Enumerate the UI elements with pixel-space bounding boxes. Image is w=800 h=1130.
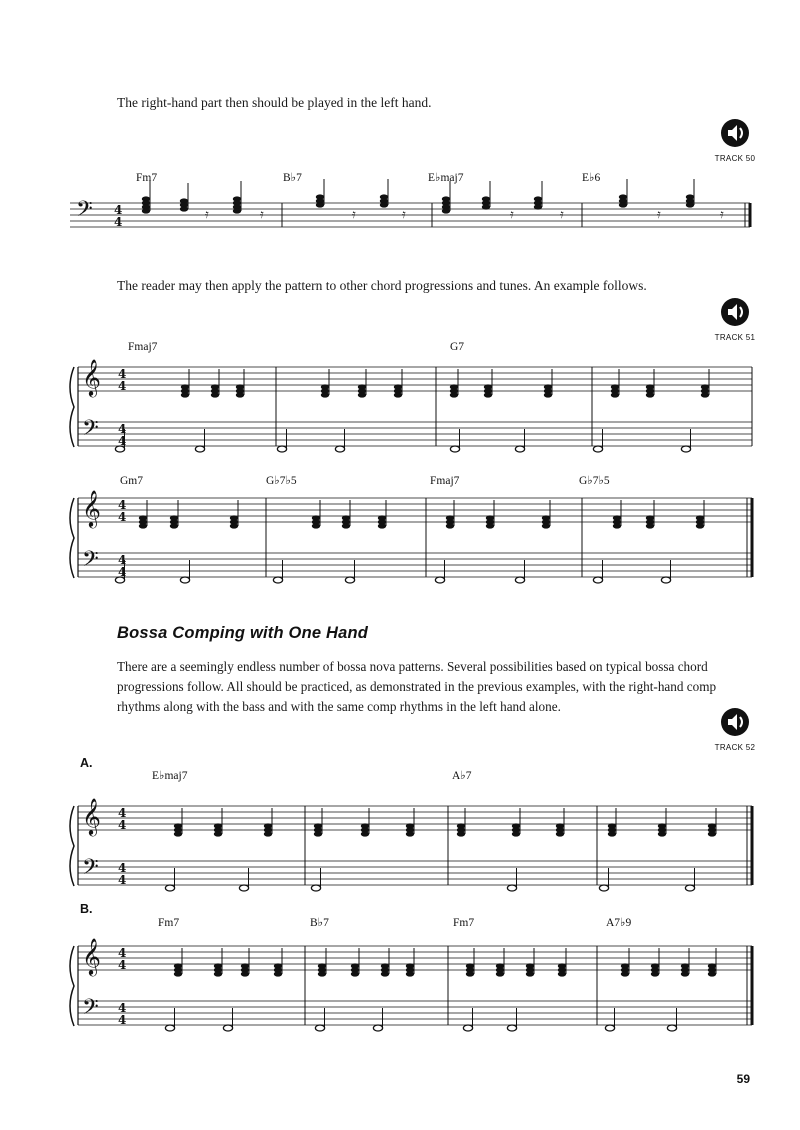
note-head — [446, 523, 454, 528]
note-head — [378, 523, 386, 528]
note-head — [486, 523, 494, 528]
note-head — [681, 971, 689, 976]
note-head — [311, 885, 320, 891]
treble-clef-icon: 𝄞 — [82, 358, 101, 396]
chord-symbol: Fmaj7 — [430, 475, 460, 487]
note-head — [544, 392, 552, 397]
rest-symbol: 𝄿 — [402, 207, 406, 221]
note-head — [214, 971, 222, 976]
note-head — [450, 446, 459, 452]
note-head — [681, 446, 690, 452]
treble-clef-icon: 𝄞 — [82, 797, 101, 835]
note-head — [241, 971, 249, 976]
note-head — [342, 523, 350, 528]
note-head — [621, 971, 629, 976]
time-signature: 4 — [118, 553, 127, 567]
page-number: 59 — [736, 1072, 750, 1086]
chord-symbol: Fm7 — [453, 917, 475, 929]
rest-symbol: 𝄿 — [260, 207, 264, 221]
note-head — [321, 392, 329, 397]
note-head — [658, 831, 666, 836]
note-head — [619, 202, 627, 207]
note-head — [165, 1025, 174, 1031]
rest-symbol: 𝄿 — [352, 207, 356, 221]
note-head — [236, 392, 244, 397]
note-head — [507, 885, 516, 891]
note-head — [264, 831, 272, 836]
note-head — [312, 523, 320, 528]
note-head — [358, 392, 366, 397]
time-signature: 4 — [118, 1013, 127, 1027]
note-head — [181, 392, 189, 397]
chord-symbol: Fmaj7 — [128, 341, 158, 353]
chord-symbol: E♭maj7 — [152, 770, 188, 782]
note-head — [174, 971, 182, 976]
note-head — [435, 577, 444, 583]
note-head — [273, 577, 282, 583]
bass-clef-icon: 𝄢 — [82, 547, 99, 577]
chord-symbols — [120, 172, 631, 929]
note-head — [381, 971, 389, 976]
note-head — [496, 971, 504, 976]
note-head — [701, 392, 709, 397]
note-head — [230, 523, 238, 528]
time-signature: 4 — [118, 498, 127, 512]
note-head — [277, 446, 286, 452]
note-head — [442, 208, 450, 213]
brace — [70, 946, 74, 1026]
note-head — [239, 885, 248, 891]
time-signature: 4 — [114, 215, 123, 229]
note-head — [315, 1025, 324, 1031]
chord-symbol: B♭7 — [310, 917, 329, 929]
chord-symbol: Fm7 — [158, 917, 180, 929]
time-signature: 4 — [118, 1001, 127, 1015]
chord-symbol: G♭7♭5 — [266, 475, 297, 487]
bass-clef-icon: 𝄢 — [76, 197, 93, 227]
note-head — [314, 831, 322, 836]
note-head — [406, 971, 414, 976]
brace — [70, 806, 74, 886]
note-head — [661, 577, 670, 583]
chord-symbol: Gm7 — [120, 475, 143, 487]
time-signature: 4 — [118, 806, 127, 820]
bass-clef-icon: 𝄢 — [82, 855, 99, 885]
note-head — [534, 204, 542, 209]
note-head — [613, 523, 621, 528]
note-head — [696, 523, 704, 528]
note-head — [180, 577, 189, 583]
time-signature: 4 — [118, 818, 127, 832]
note-head — [667, 1025, 676, 1031]
note-head — [142, 208, 150, 213]
note-head — [165, 885, 174, 891]
note-head — [195, 446, 204, 452]
note-head — [556, 831, 564, 836]
example-label-b: B. — [80, 902, 93, 916]
note-head — [605, 1025, 614, 1031]
bass-clef-icon: 𝄢 — [82, 416, 99, 446]
rest-symbol: 𝄿 — [560, 207, 564, 221]
note-head — [507, 1025, 516, 1031]
time-signature: 4 — [114, 203, 123, 217]
note-head — [608, 831, 616, 836]
note-head — [484, 392, 492, 397]
note-head — [223, 1025, 232, 1031]
treble-clef-icon: 𝄞 — [82, 937, 101, 975]
time-signature: 4 — [118, 434, 127, 448]
note-head — [318, 971, 326, 976]
note-head — [335, 446, 344, 452]
bass-clef-icon: 𝄢 — [82, 995, 99, 1025]
note-head — [450, 392, 458, 397]
chord-symbol: E♭maj7 — [428, 172, 464, 184]
note-head — [611, 392, 619, 397]
note-head — [394, 392, 402, 397]
note-head — [174, 831, 182, 836]
rest-symbol: 𝄿 — [720, 207, 724, 221]
example-label-a: A. — [80, 756, 93, 770]
chord-symbol: B♭7 — [283, 172, 302, 184]
note-head — [373, 1025, 382, 1031]
time-signature: 4 — [118, 510, 127, 524]
note-head — [599, 885, 608, 891]
note-head — [646, 392, 654, 397]
note-head — [380, 202, 388, 207]
time-signature: 4 — [118, 422, 127, 436]
note-head — [558, 971, 566, 976]
rest-symbol: 𝄿 — [510, 207, 514, 221]
note-head — [457, 831, 465, 836]
note-head — [651, 971, 659, 976]
note-head — [466, 971, 474, 976]
note-head — [515, 446, 524, 452]
time-signature: 4 — [118, 565, 127, 579]
time-signature: 4 — [118, 958, 127, 972]
rest-symbol: 𝄿 — [657, 207, 661, 221]
note-head — [406, 831, 414, 836]
chord-symbol: A7♭9 — [606, 917, 632, 929]
note-head — [170, 523, 178, 528]
note-head — [361, 831, 369, 836]
note-head — [351, 971, 359, 976]
note-head — [211, 392, 219, 397]
note-head — [214, 831, 222, 836]
chord-symbol: Fm7 — [136, 172, 158, 184]
brace — [70, 498, 74, 578]
chord-symbol: A♭7 — [452, 770, 472, 782]
note-head — [542, 523, 550, 528]
note-head — [512, 831, 520, 836]
note-head — [463, 1025, 472, 1031]
section-paragraph: There are a seemingly endless number of bossa nova patterns. Several possibilities based on typical bossa chord progressions follow. All should be practiced, as demonstrated in the previous examples, with the right-hand comp rhythms along with the bass and with the same comp rhythms in the left hand alone. — [117, 659, 717, 714]
time-signature: 4 — [118, 946, 127, 960]
chord-symbol: G7 — [450, 341, 465, 353]
note-head — [233, 208, 241, 213]
time-signature: 4 — [118, 379, 127, 393]
note-head — [316, 202, 324, 207]
track-label: TRACK 51 — [714, 333, 756, 342]
intro-text: The right-hand part then should be played in the left hand. — [117, 95, 432, 110]
time-signature: 4 — [118, 367, 127, 381]
treble-clef-icon: 𝄞 — [82, 489, 101, 527]
reader-text: The reader may then apply the pattern to other chord progressions and tunes. An example follows. — [117, 278, 647, 293]
note-head — [274, 971, 282, 976]
section-heading: Bossa Comping with One Hand — [117, 624, 369, 642]
note-head — [708, 971, 716, 976]
note-head — [180, 206, 188, 211]
note-head — [482, 204, 490, 209]
chord-symbol: G♭7♭5 — [579, 475, 610, 487]
note-head — [515, 577, 524, 583]
time-signature: 4 — [118, 873, 127, 887]
brace — [70, 367, 74, 447]
track-label: TRACK 52 — [714, 743, 756, 752]
time-signature: 4 — [118, 861, 127, 875]
note-head — [345, 577, 354, 583]
track-label: TRACK 50 — [714, 154, 756, 163]
chord-symbol: E♭6 — [582, 172, 601, 184]
rest-symbol: 𝄿 — [205, 207, 209, 221]
note-head — [646, 523, 654, 528]
note-head — [139, 523, 147, 528]
note-head — [526, 971, 534, 976]
note-head — [685, 885, 694, 891]
note-head — [593, 446, 602, 452]
note-head — [593, 577, 602, 583]
note-head — [708, 831, 716, 836]
staves — [70, 179, 752, 1031]
note-head — [686, 202, 694, 207]
